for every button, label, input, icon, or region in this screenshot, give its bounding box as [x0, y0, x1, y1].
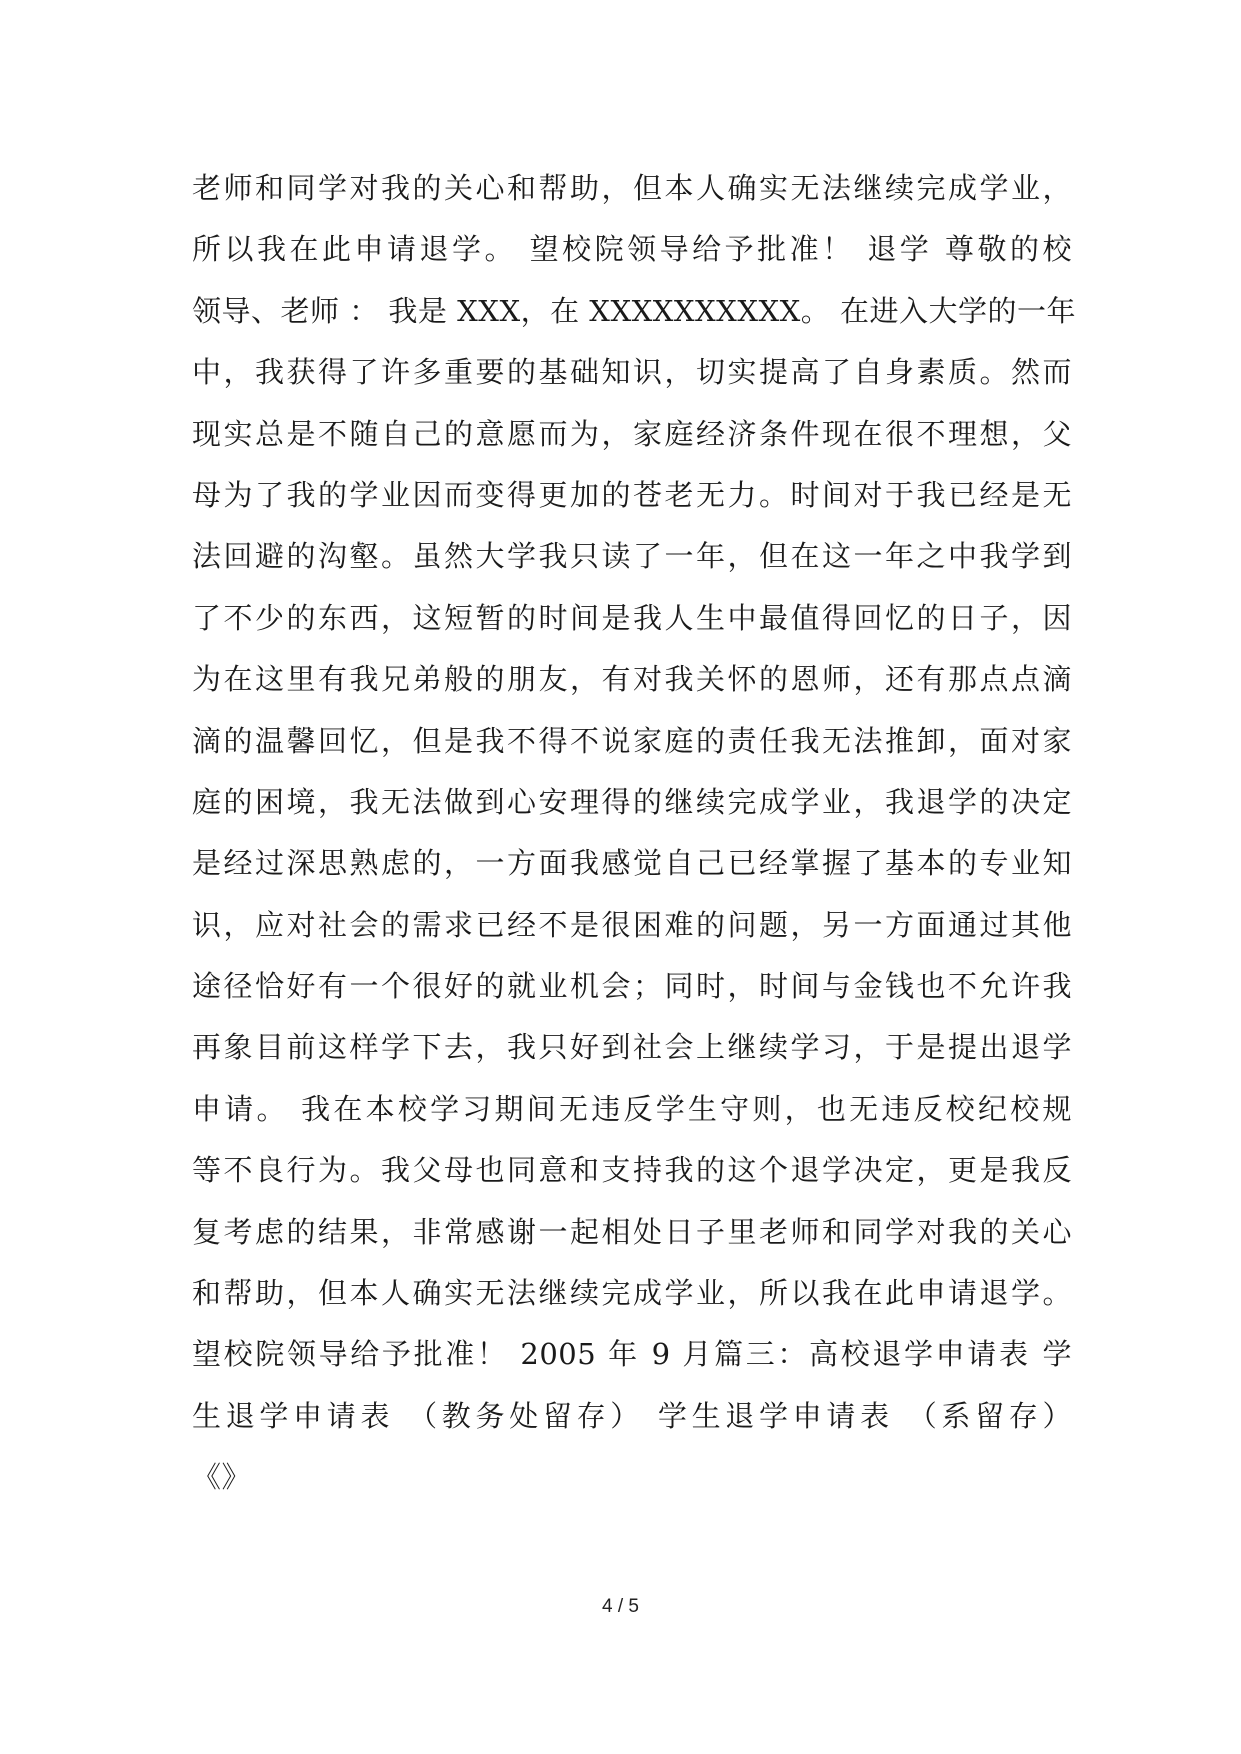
text-line: 再象目前这样学下去，我只好到社会上继续学习，于是提出退学	[192, 1030, 1072, 1065]
text-line: 申请。 我在本校学习期间无违反学生守则，也无违反校纪校规	[192, 1091, 1072, 1126]
text-line: 滴的温馨回忆，但是我不得不说家庭的责任我无法推卸，面对家	[192, 723, 1072, 758]
text-line: 是经过深思熟虑的，一方面我感觉自己已经掌握了基本的专业知	[192, 846, 1072, 881]
body-text	[192, 158, 1076, 1509]
text-line: 所以我在此申请退学。 望校院领导给予批准！ 退学 尊敬的校	[192, 232, 1072, 267]
text-line: 现实总是不随自己的意愿而为，家庭经济条件现在很不理想，父	[192, 416, 1072, 451]
text-line: 母为了我的学业因而变得更加的苍老无力。时间对于我已经是无	[192, 477, 1072, 512]
text-line: 领导、老师 ： 我是 XXX，在 XXXXXXXXXX。 在进入大学的一年	[192, 293, 1076, 328]
text-line: 复考虑的结果，非常感谢一起相处日子里老师和同学对我的关心	[192, 1214, 1072, 1249]
text-line: 望校院领导给予批准！ 2005 年 9 月篇三：高校退学申请表 学	[192, 1337, 1072, 1372]
text-line: 中，我获得了许多重要的基础知识，切实提高了自身素质。然而	[192, 355, 1072, 390]
text-line: 《》	[192, 1460, 252, 1495]
text-line: 了不少的东西，这短暂的时间是我人生中最值得回忆的日子，因	[192, 600, 1072, 635]
page-number: 4 / 5	[602, 1596, 639, 1617]
text-line: 等不良行为。我父母也同意和支持我的这个退学决定，更是我反	[192, 1153, 1072, 1188]
text-line: 庭的困境，我无法做到心安理得的继续完成学业，我退学的决定	[192, 784, 1072, 819]
text-line: 为在这里有我兄弟般的朋友，有对我关怀的恩师，还有那点点滴	[192, 662, 1072, 697]
text-line: 生退学申请表 （教务处留存） 学生退学申请表 （系留存）	[192, 1398, 1072, 1433]
text-line: 老师和同学对我的关心和帮助，但本人确实无法继续完成学业，	[192, 171, 1072, 205]
text-line: 识，应对社会的需求已经不是很困难的问题，另一方面通过其他	[192, 907, 1072, 942]
text-line: 途径恰好有一个很好的就业机会；同时，时间与金钱也不允许我	[192, 969, 1072, 1004]
text-line: 法回避的沟壑。虽然大学我只读了一年，但在这一年之中我学到	[192, 539, 1072, 574]
text-line: 和帮助，但本人确实无法继续完成学业，所以我在此申请退学。	[192, 1276, 1072, 1311]
